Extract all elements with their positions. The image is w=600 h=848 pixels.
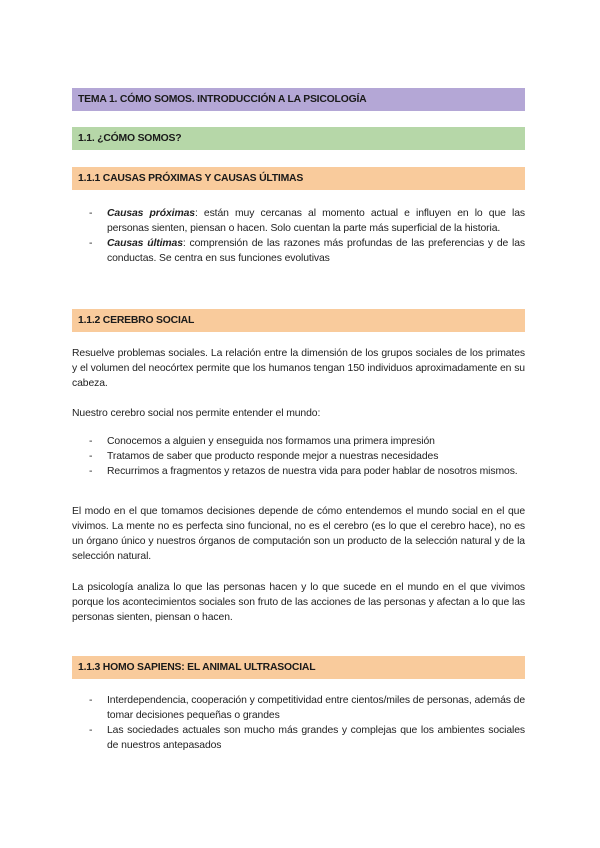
list-item-text: Conocemos a alguien y enseguida nos formamos una primera impresión	[107, 436, 435, 447]
list-item-text: Interdependencia, cooperación y competitividad entre cientos/miles de personas, además de tomar decisiones pequeñas o grandes	[107, 695, 525, 721]
list-item	[72, 434, 525, 449]
paragraph: Nuestro cerebro social nos permite entender el mundo:	[72, 408, 321, 419]
homo-list	[72, 693, 525, 753]
list-item	[72, 693, 525, 723]
dash-bullet: -	[89, 238, 93, 249]
tema-heading: TEMA 1. CÓMO SOMOS. INTRODUCCIÓN A LA PSICOLOGÍA	[72, 88, 525, 111]
causas-list	[72, 206, 525, 266]
subsection-heading-1-1-3: 1.1.3 HOMO SAPIENS: EL ANIMAL ULTRASOCIAL	[72, 656, 525, 679]
dash-bullet: -	[89, 451, 93, 462]
list-item-text: Las sociedades actuales son mucho más grandes y complejas que los ambientes sociales de nuestros antepasados	[107, 725, 525, 751]
term-causas-ultimas: Causas últimas	[107, 238, 183, 249]
section-heading-1-1: 1.1. ¿CÓMO SOMOS?	[72, 127, 525, 150]
list-item	[72, 449, 525, 464]
cerebro-list	[72, 434, 525, 479]
paragraph: El modo en el que tomamos decisiones depende de cómo entendemos el mundo social en el que vivimos. La mente no es perfecta sino funcional, no es el cerebro (es lo que el cerebro hace), no es un órgano único y nuestros órganos de computación son un producto de la selección natural y de la selección natural.	[72, 506, 525, 562]
definition-text: : comprensión de las razones más profundas de las preferencias y de las conductas. Se centra en sus funciones evolutivas	[107, 238, 525, 264]
term-causas-proximas: Causas próximas	[107, 208, 195, 219]
definition-text: : están muy cercanas al momento actual e influyen en lo que las personas sienten, piensan o hacen. Solo cuentan la parte más superficial de la historia.	[107, 208, 525, 234]
subsection-heading-1-1-1: 1.1.1 CAUSAS PRÓXIMAS Y CAUSAS ÚLTIMAS	[72, 167, 525, 190]
dash-bullet: -	[89, 208, 93, 219]
dash-bullet: -	[89, 436, 93, 447]
list-item	[72, 206, 525, 236]
dash-bullet: -	[89, 466, 93, 477]
dash-bullet: -	[89, 725, 93, 736]
subsection-heading-1-1-2: 1.1.2 CEREBRO SOCIAL	[72, 309, 525, 332]
list-item-text: Recurrimos a fragmentos y retazos de nuestra vida para poder hablar de nosotros mismos.	[107, 466, 518, 477]
dash-bullet: -	[89, 695, 93, 706]
list-item	[72, 723, 525, 753]
paragraph: Resuelve problemas sociales. La relación entre la dimensión de los grupos sociales de los primates y el volumen del neocórtex permite que los humanos tengan 150 individuos aproximadamente en su cabeza.	[72, 348, 525, 389]
paragraph: La psicología analiza lo que las personas hacen y lo que sucede en el mundo en el que vivimos porque los acontecimientos sociales son fruto de las acciones de las personas y afectan a lo que las personas sienten, piensan o hacen.	[72, 582, 525, 623]
list-item	[72, 236, 525, 266]
list-item	[72, 464, 525, 479]
list-item-text: Tratamos de saber que producto responde mejor a nuestras necesidades	[107, 451, 439, 462]
